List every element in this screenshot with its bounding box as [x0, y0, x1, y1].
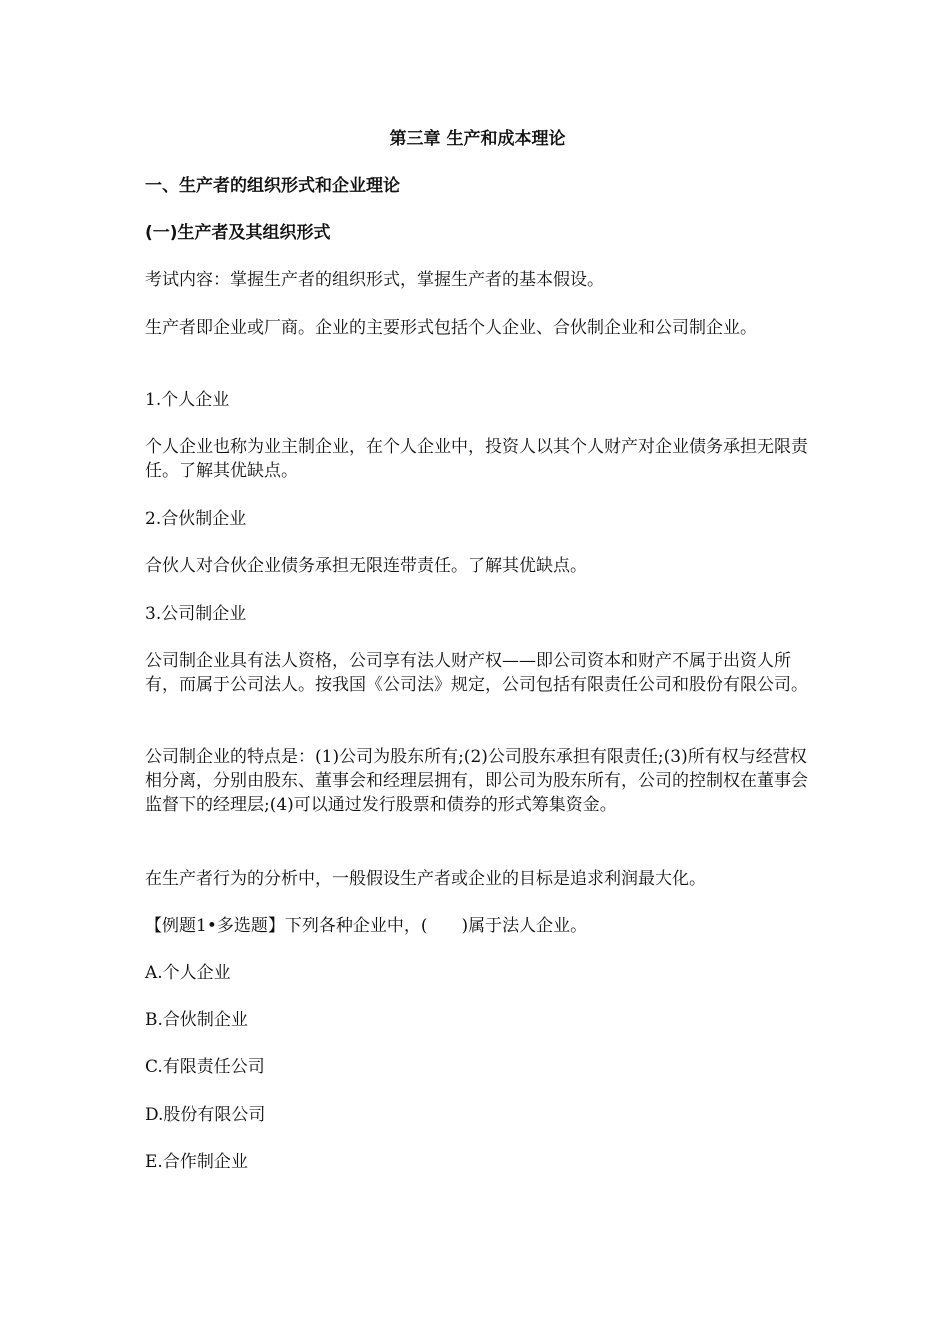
exam-content-paragraph: 考试内容：掌握生产者的组织形式，掌握生产者的基本假设。: [145, 270, 604, 290]
item-2-paragraph: 合伙人对合伙企业债务承担无限连带责任。了解其优缺点。: [145, 556, 587, 576]
option-d: D.股份有限公司: [145, 1105, 266, 1125]
section-heading: 一、生产者的组织形式和企业理论: [145, 176, 400, 196]
item-3-paragraph: 公司制企业具有法人资格，公司享有法人财产权——即公司资本和财产不属于出资人所有，而属于公司法人。按我国《公司法》规定，公司包括有限责任公司和股份有限公司。: [145, 651, 808, 695]
option-c: C.有限责任公司: [145, 1057, 265, 1077]
intro-paragraph: 生产者即企业或厂商。企业的主要形式包括个人企业、合伙制企业和公司制企业。: [145, 318, 757, 338]
item-3-title: 3.公司制企业: [145, 604, 247, 624]
option-a: A.个人企业: [145, 963, 231, 983]
option-b: B.合伙制企业: [145, 1010, 248, 1030]
assumption-paragraph: 在生产者行为的分析中，一般假设生产者或企业的目标是追求利润最大化。: [145, 869, 706, 889]
company-features-paragraph: 公司制企业的特点是：(1)公司为股东所有;(2)公司股东承担有限责任;(3)所有权与经营权相分离，分别由股东、董事会和经理层拥有，即公司为股东所有，公司的控制权在董事会监督下的经理层;(4)可以通过发行股票和债券的形式筹集资金。: [145, 747, 808, 815]
item-1-title: 1.个人企业: [145, 390, 230, 410]
option-e: E.合作制企业: [145, 1152, 248, 1172]
item-2-title: 2.合伙制企业: [145, 509, 247, 529]
item-1-paragraph: 个人企业也称为业主制企业，在个人企业中，投资人以其个人财产对企业债务承担无限责任。了解其优缺点。: [145, 437, 808, 481]
subsection-heading: (一)生产者及其组织形式: [145, 223, 331, 243]
document-page: [145, 0, 810, 1344]
chapter-title: 第三章 生产和成本理论: [389, 129, 566, 149]
example-question: 【例题1•多选题】下列各种企业中，( )属于法人企业。: [145, 916, 588, 936]
